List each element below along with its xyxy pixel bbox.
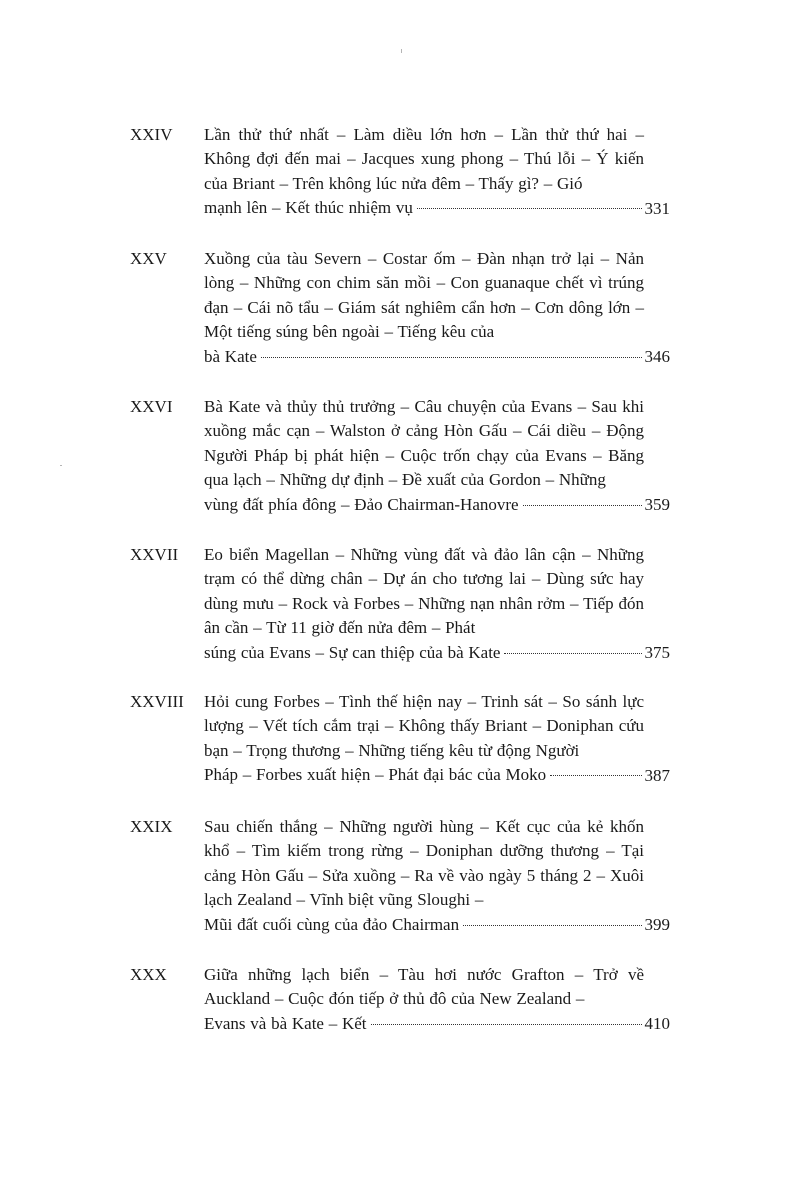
chapter-numeral: XXIV — [130, 125, 173, 144]
page-number: 375 — [644, 642, 670, 662]
chapter-summary — [204, 815, 644, 937]
chapter-numeral: XXVIII — [130, 692, 184, 711]
dot-leader — [463, 925, 642, 926]
dot-leader — [371, 1024, 642, 1025]
chapter-numeral: XXX — [130, 965, 167, 984]
page-number: 359 — [644, 494, 670, 514]
summary-tail: vùng đất phía đông – Đảo Chairman-Hanovre — [204, 494, 519, 514]
summary-tail: Mũi đất cuối cùng của đảo Chairman — [204, 914, 460, 934]
summary-last-line — [204, 763, 644, 787]
summary-tail: súng của Evans – Sự can thiệp của bà Kate — [204, 642, 501, 662]
summary-last-line — [204, 493, 644, 517]
summary-tail: bà Kate — [204, 346, 257, 366]
summary-tail: Evans và bà Kate – Kết — [204, 1013, 367, 1033]
toc-entry[interactable] — [0, 543, 800, 665]
summary-text: Sau chiến thắng – Những người hùng – Kết cục của kẻ khốn khổ – Tìm kiếm trong rừng – Doniphan dưỡng thương – Tại cảng Hòn Gấu – Sửa xuồng – Ra về vào ngày 5 tháng 2 – Xuôi lạch Zealand – Vĩnh biệt vũng Sloughi – — [204, 817, 644, 910]
chapter-summary — [204, 690, 644, 788]
toc-entry[interactable] — [0, 963, 800, 1036]
summary-last-line — [204, 641, 644, 665]
chapter-summary — [204, 123, 644, 221]
toc-entry[interactable] — [0, 690, 800, 788]
chapter-summary — [204, 543, 644, 665]
dot-leader — [523, 505, 642, 506]
summary-last-line — [204, 345, 644, 369]
summary-tail: mạnh lên – Kết thúc nhiệm vụ — [204, 198, 413, 218]
dot-leader — [417, 208, 642, 209]
summary-text: Giữa những lạch biển – Tàu hơi nước Grafton – Trở về Auckland – Cuộc đón tiếp ở thủ đô của New Zealand – — [204, 965, 644, 1009]
binding-mark — [401, 49, 402, 53]
summary-text: Lần thử thứ nhất – Làm diều lớn hơn – Lần thử thứ hai – Không đợi đến mai – Jacques xung phong – Thú lỗi – Ý kiến của Briant – Trên không lúc nửa đêm – Thấy gì? – Gió — [204, 125, 644, 193]
dot-leader — [504, 653, 642, 654]
toc-entry[interactable] — [0, 123, 800, 221]
chapter-numeral: XXVII — [130, 545, 179, 564]
dot-leader — [261, 357, 642, 358]
summary-text: Eo biển Magellan – Những vùng đất và đảo lân cận – Những trạm có thể dừng chân – Dự án cho tương lai – Dùng sức hay dùng mưu – Rock và Forbes – Những nạn nhân rởm – Tiếp đón ân cần – Từ 11 giờ đến nửa đêm – Phát — [204, 545, 644, 638]
summary-text: Hỏi cung Forbes – Tình thế hiện nay – Trinh sát – So sánh lực lượng – Vết tích cắm trại – Không thấy Briant – Doniphan cứu bạn – Trọng thương – Những tiếng kêu từ động Người — [204, 692, 644, 760]
page-number: 331 — [644, 198, 670, 218]
toc-entry[interactable] — [0, 395, 800, 517]
dot-leader — [550, 775, 642, 776]
summary-tail: Pháp – Forbes xuất hiện – Phát đại bác của Moko — [204, 765, 547, 785]
chapter-summary — [204, 963, 644, 1036]
summary-last-line — [204, 913, 644, 937]
toc-entry[interactable] — [0, 247, 800, 369]
summary-last-line — [204, 196, 644, 220]
chapter-numeral: XXV — [130, 249, 167, 268]
chapter-summary — [204, 395, 644, 517]
page-number: 346 — [644, 346, 670, 366]
toc-entry[interactable] — [0, 815, 800, 937]
chapter-numeral: XXIX — [130, 817, 173, 836]
page-number: 387 — [644, 765, 670, 785]
summary-text: Xuồng của tàu Severn – Costar ốm – Đàn nhạn trở lại – Nản lòng – Những con chim săn mồi – Con guanaque chết vì trúng đạn – Cái nõ tẩu – Giám sát nghiêm cẩn hơn – Cơn dông lớn – Một tiếng súng bên ngoài – Tiếng kêu của — [204, 249, 644, 342]
summary-text: Bà Kate và thủy thủ trưởng – Câu chuyện của Evans – Sau khi xuồng mắc cạn – Walston ở cảng Hòn Gấu – Cái diều – Động Người Pháp bị phát hiện – Cuộc trốn chạy của Evans – Băng qua lạch – Những dự định – Đề xuất của Gordon – Những — [204, 397, 644, 490]
summary-last-line — [204, 1012, 644, 1036]
page-number: 399 — [644, 914, 670, 934]
chapter-numeral: XXVI — [130, 397, 173, 416]
chapter-summary — [204, 247, 644, 369]
page-number: 410 — [644, 1013, 670, 1033]
